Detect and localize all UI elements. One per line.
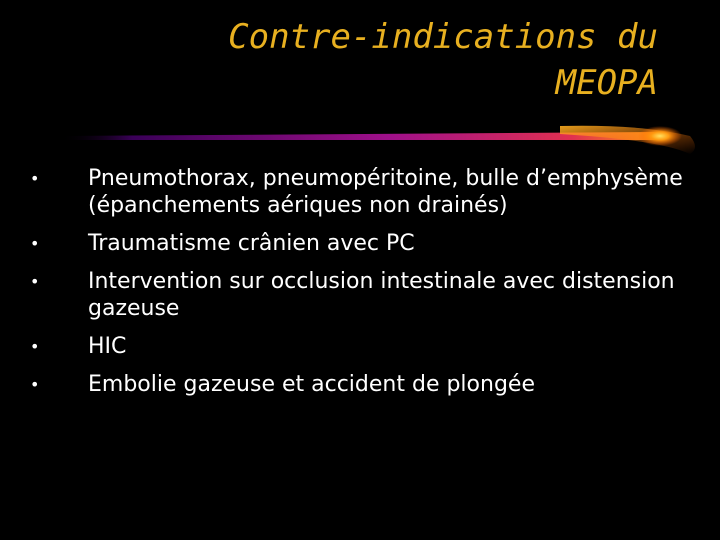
slide-title	[98, 14, 658, 106]
bullet-icon: •	[30, 375, 40, 394]
list-item	[30, 371, 690, 398]
list-item	[30, 268, 690, 322]
list-item	[30, 165, 690, 219]
list-item	[30, 333, 690, 360]
bullet-text: Traumatisme crânien avec PC	[88, 231, 415, 256]
bullet-text: Embolie gazeuse et accident de plongée	[88, 372, 535, 397]
bullet-text: Intervention sur occlusion intestinale avec distension gazeuse	[88, 269, 675, 321]
bullet-icon: •	[30, 234, 40, 253]
bullet-text: HIC	[88, 334, 127, 359]
rule-flare	[638, 126, 682, 146]
bullet-icon: •	[30, 337, 40, 356]
slide-title-line-2: MEOPA	[555, 63, 658, 103]
bullet-icon: •	[30, 169, 40, 188]
title-underline-graphic	[0, 122, 720, 156]
slide-title-line-1: Contre-indications du	[228, 17, 658, 57]
bullet-list	[30, 165, 690, 409]
list-item	[30, 230, 690, 257]
bullet-icon: •	[30, 272, 40, 291]
bullet-text: Pneumothorax, pneumopéritoine, bulle d’emphysème (épanchements aériques non drainés)	[88, 166, 683, 218]
title-underline-rule	[0, 122, 720, 156]
